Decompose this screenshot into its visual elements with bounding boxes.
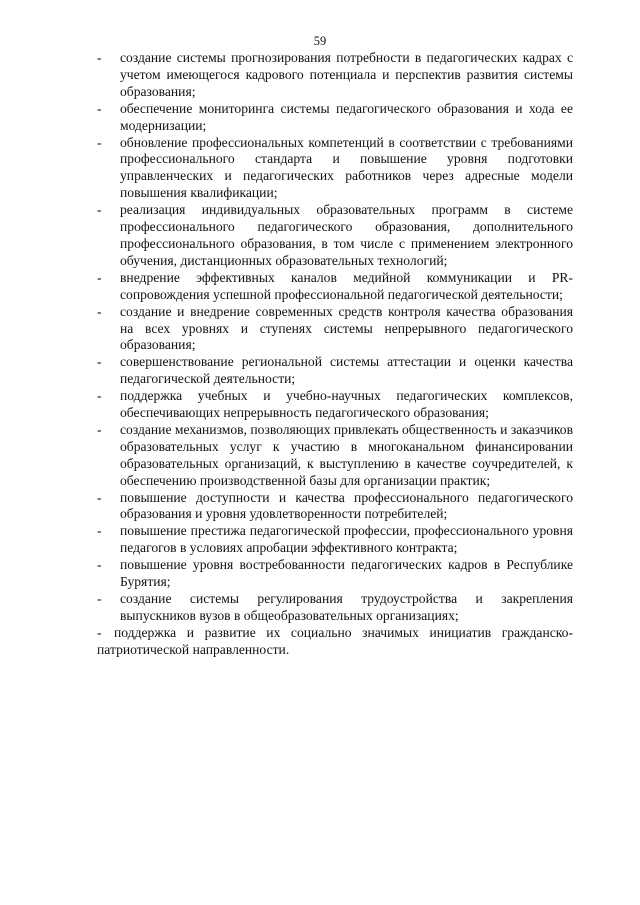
list-dash: -	[97, 388, 102, 404]
list-item-text: повышение доступности и качества профессионального педагогического образования и уровня удовлетворенности потребителей;	[120, 489, 573, 522]
bullet-list	[97, 50, 573, 659]
list-item-text: поддержка и развитие их социально значимых инициатив гражданско-патриотической направленности.	[97, 624, 573, 657]
list-item-text: внедрение эффективных каналов медийной коммуникации и PR-сопровождения успешной профессиональной педагогической деятельности;	[120, 269, 573, 302]
list-item	[97, 591, 573, 625]
list-dash: -	[97, 100, 102, 116]
list-dash: -	[97, 421, 102, 437]
list-item-text: повышение уровня востребованности педагогических кадров в Республике Бурятия;	[120, 557, 573, 590]
list-item	[97, 354, 573, 388]
page-number: 59	[313, 34, 327, 48]
list-item-text: обновление профессиональных компетенций в соответствии с требованиями профессионального стандарта и повышение уровня подготовки управленческих и педагогических работников через адресные модели повышения квалификации;	[120, 134, 573, 201]
list-item	[97, 50, 573, 101]
list-item	[97, 388, 573, 422]
list-item	[97, 101, 573, 135]
list-item	[97, 625, 573, 659]
list-item	[97, 202, 573, 270]
list-item	[97, 557, 573, 591]
list-item-text: создание системы регулирования трудоустройства и закрепления выпускников вузов в общеобразовательных организациях;	[120, 591, 573, 623]
list-item-text: создание и внедрение современных средств контроля качества образования на всех уровнях и ступенях системы непрерывного педагогического образования;	[120, 303, 573, 353]
list-dash: -	[97, 523, 102, 539]
list-item	[97, 490, 573, 524]
list-dash: -	[97, 354, 102, 370]
list-dash: -	[97, 269, 102, 285]
list-dash: -	[97, 557, 102, 573]
list-item	[97, 135, 573, 203]
list-item-text: совершенствование региональной системы аттестации и оценки качества педагогической деятельности;	[120, 354, 573, 387]
list-item-text: обеспечение мониторинга системы педагогического образования и хода ее модернизации;	[120, 100, 573, 133]
list-item-text: создание механизмов, позволяющих привлекать общественность и заказчиков образовательных услуг к участию в многоканальном финансировании образовательных организаций, к выступлению в качестве соучредителей, к обеспечению производственной базы для организации практик;	[120, 421, 573, 488]
list-dash: -	[97, 50, 102, 65]
list-item-text: реализация индивидуальных образовательных программ в системе профессионального педагогического образования, дополнительного профессионального образования, в том числе с применением электронного обучения, дистанционных образовательных технологий;	[120, 202, 573, 268]
list-item-text: создание системы прогнозирования потребности в педагогических кадрах с учетом имеющегося кадрового потенциала и перспектив развития системы образования;	[120, 50, 573, 99]
list-dash: -	[97, 489, 102, 505]
list-dash: -	[97, 202, 102, 218]
list-item	[97, 270, 573, 304]
list-dash: -	[97, 591, 102, 606]
list-item	[97, 304, 573, 355]
list-dash: -	[97, 624, 102, 640]
list-dash: -	[97, 134, 102, 150]
list-item	[97, 422, 573, 490]
list-item-text: повышение престижа педагогической профессии, профессионального уровня педагогов в условиях апробации эффективного контракта;	[120, 523, 573, 556]
list-item	[97, 523, 573, 557]
list-dash: -	[97, 303, 102, 319]
list-item-text: поддержка учебных и учебно-научных педагогических комплексов, обеспечивающих непрерывность педагогического образования;	[120, 388, 573, 421]
